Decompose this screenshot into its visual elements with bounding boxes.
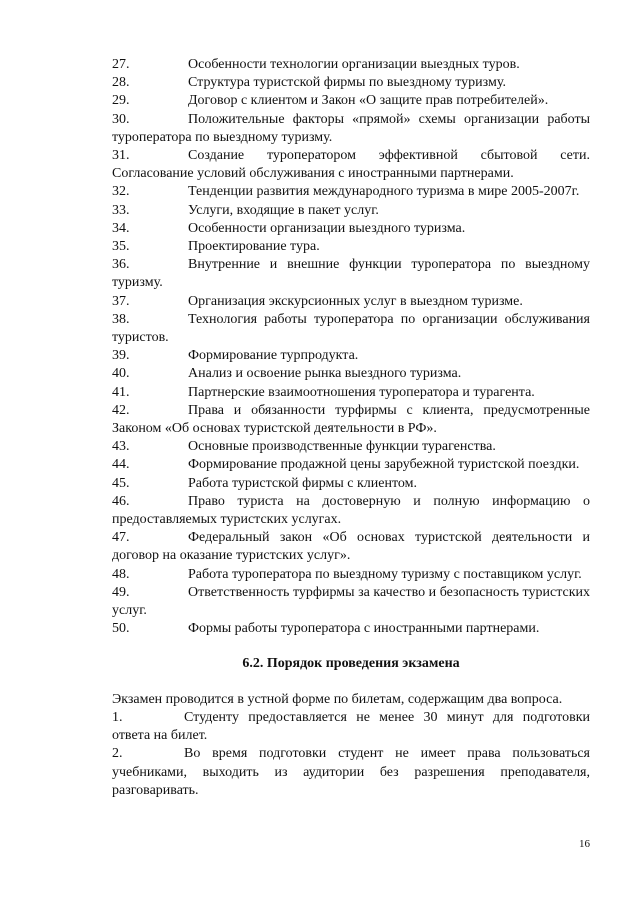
exam-rule-item: [112, 745, 590, 800]
list-item-text: Основные производственные функции турагенства.: [188, 439, 496, 455]
list-item-text: Услуги, входящие в пакет услуг.: [188, 202, 379, 218]
exam-question-list: [112, 56, 590, 639]
exam-rule-item: [112, 709, 590, 745]
list-item-number: 41.: [112, 384, 130, 400]
list-item-text: Анализ и освоение рынка выездного туризма.: [188, 366, 462, 382]
list-item: [112, 365, 590, 383]
list-item: [112, 384, 590, 402]
list-item-text: Формирование продажной цены зарубежной туристской поездки.: [188, 457, 580, 473]
list-item: [112, 238, 590, 256]
list-item-number: 44.: [112, 457, 130, 473]
list-item-number: 30.: [112, 111, 130, 127]
list-item-number: 47.: [112, 530, 130, 546]
list-item-text: Положительные факторы «прямой» схемы организации работы туроператора по выездному туризму.: [112, 111, 590, 145]
list-item-text: Договор с клиентом и Закон «О защите прав потребителей».: [188, 93, 549, 109]
exam-rule-number: 1.: [112, 709, 123, 725]
list-item: [112, 147, 590, 183]
list-item-number: 45.: [112, 475, 130, 491]
list-item: [112, 92, 590, 110]
section-title: 6.2. Порядок проведения экзамена: [242, 655, 460, 671]
document-page: [112, 56, 590, 800]
list-item: [112, 347, 590, 365]
list-item-number: 35.: [112, 239, 130, 255]
list-item-number: 42.: [112, 402, 130, 418]
section-intro: Экзамен проводится в устной форме по билетам, содержащим два вопроса.: [112, 691, 563, 707]
list-item: [112, 584, 590, 620]
list-item-number: 27.: [112, 57, 130, 72]
list-item: [112, 402, 590, 438]
list-item-number: 39.: [112, 348, 130, 364]
list-item-number: 43.: [112, 439, 130, 455]
list-item-text: Работа туроператора по выездному туризму с поставщиком услуг.: [188, 566, 582, 582]
list-item-text: Права и обязанности турфирмы с клиента, предусмотренные Законом «Об основах туристской деятельности в РФ».: [112, 402, 590, 437]
list-item: [112, 456, 590, 474]
list-item-number: 33.: [112, 202, 130, 218]
list-item-text: Особенности технологии организации выездных туров.: [188, 57, 520, 72]
list-item-text: Создание туроператором эффективной сбытовой сети. Согласование условий обслуживания с иностранными партнерами.: [112, 148, 590, 182]
list-item-number: 48.: [112, 566, 130, 582]
exam-rule-text: Студенту предоставляется не менее 30 минут для подготовки ответа на билет.: [112, 709, 590, 744]
list-item-number: 40.: [112, 366, 130, 382]
list-item: [112, 111, 590, 147]
exam-rule-number: 2.: [112, 746, 123, 762]
list-item-text: Тенденции развития международного туризма в мире 2005-2007г.: [188, 184, 580, 200]
list-item-number: 29.: [112, 93, 130, 109]
list-item-text: Право туриста на достоверную и полную информацию о предоставляемых туристских услугах.: [112, 493, 590, 528]
list-item: [112, 529, 590, 565]
list-item-text: Проектирование тура.: [188, 239, 320, 255]
list-item-number: 46.: [112, 493, 130, 509]
list-item-number: 38.: [112, 311, 130, 327]
list-item-text: Технология работы туроператора по организации обслуживания туристов.: [112, 311, 590, 346]
list-item: [112, 475, 590, 493]
list-item: [112, 74, 590, 92]
list-item-number: 32.: [112, 184, 130, 200]
list-item-text: Внутренние и внешние функции туроператора по выездному туризму.: [112, 257, 590, 291]
list-item: [112, 438, 590, 456]
list-item: [112, 183, 590, 201]
list-item: [112, 220, 590, 238]
list-item-number: 31.: [112, 148, 130, 164]
list-item: [112, 56, 590, 74]
list-item: [112, 202, 590, 220]
list-item-number: 36.: [112, 257, 130, 273]
list-item-text: Формирование турпродукта.: [188, 348, 359, 364]
list-item-text: Особенности организации выездного туризма.: [188, 220, 466, 236]
list-item-text: Работа туристской фирмы с клиентом.: [188, 475, 418, 491]
list-item-text: Партнерские взаимоотношения туроператора и турагента.: [188, 384, 535, 400]
list-item: [112, 311, 590, 347]
list-item-number: 49.: [112, 584, 130, 600]
list-item-number: 37.: [112, 293, 130, 309]
list-item: [112, 566, 590, 584]
list-item-text: Структура туристской фирмы по выездному туризму.: [188, 75, 506, 91]
list-item-number: 50.: [112, 621, 130, 637]
list-item: [112, 620, 590, 638]
list-item-number: 28.: [112, 75, 130, 91]
exam-rule-text: Во время подготовки студент не имеет права пользоваться учебниками, выходить из аудитории без разрешения преподавателя, разговаривать.: [112, 746, 590, 798]
list-item-text: Федеральный закон «Об основах туристской деятельности и договор на оказание туристских услуг».: [112, 530, 590, 564]
exam-rules-list: [112, 709, 590, 800]
page-number: 16: [579, 838, 590, 850]
list-item: [112, 293, 590, 311]
list-item: [112, 493, 590, 529]
list-item-number: 34.: [112, 220, 130, 236]
list-item: [112, 256, 590, 292]
list-item-text: Ответственность турфирмы за качество и безопасность туристских услуг.: [112, 584, 590, 619]
list-item-text: Формы работы туроператора с иностранными партнерами.: [188, 621, 540, 637]
list-item-text: Организация экскурсионных услуг в выездном туризме.: [188, 293, 523, 309]
